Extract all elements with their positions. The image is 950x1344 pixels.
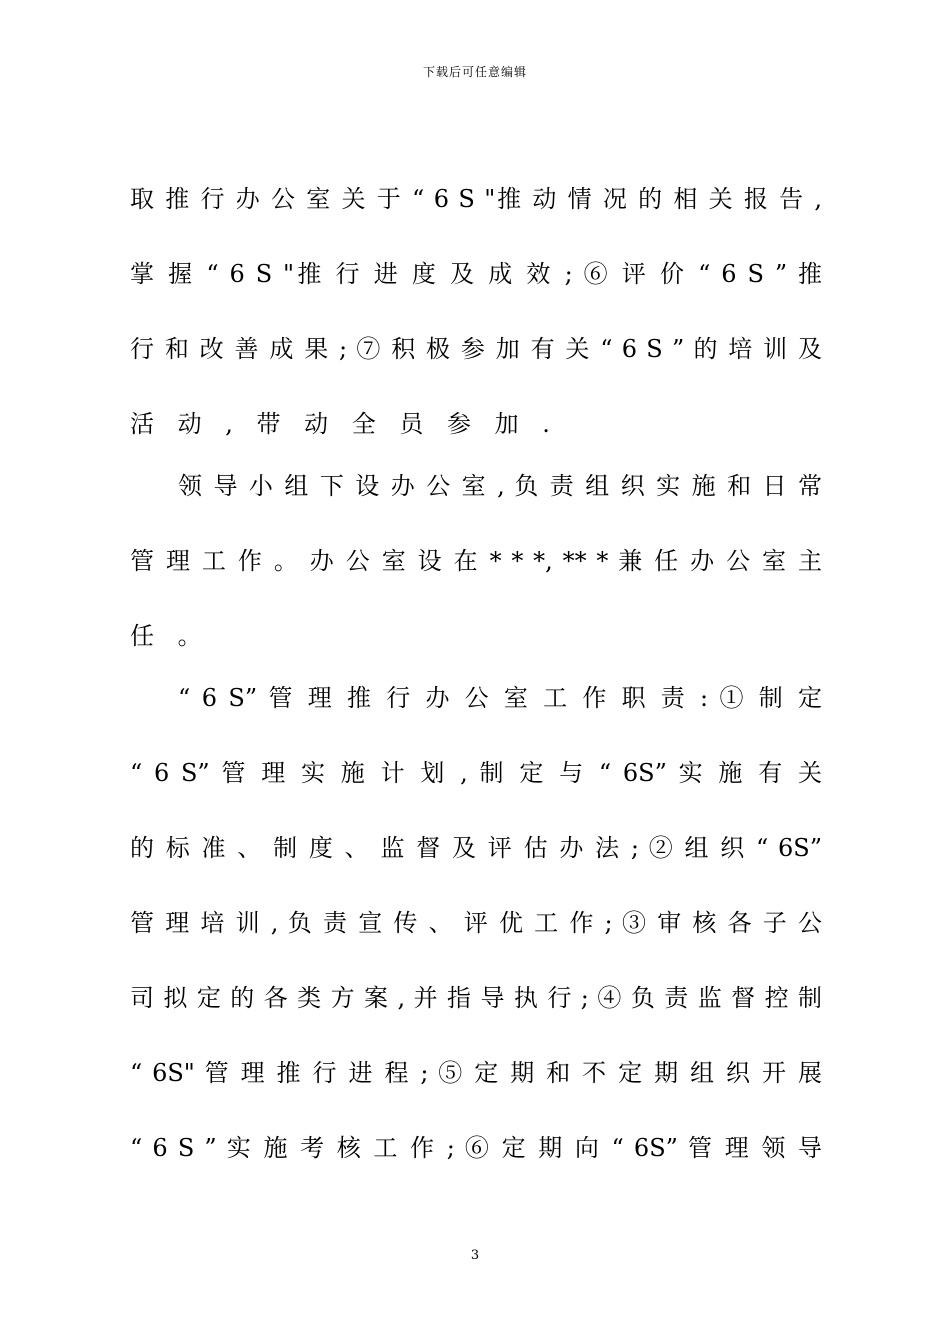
body-line: 活 动 , 带 动 全 员 参 加 . (130, 410, 558, 438)
body-line: 行 和 改 善 成 果 ; ⑦ 积 极 参 加 有 关 “ 6 S ” 的 培 训 及 (130, 335, 822, 363)
body-line: 司 拟 定 的 各 类 方 案 , 并 指 导 执 行 ; ④ 负 责 监 督 控 制 (130, 984, 822, 1012)
body-line: 掌 握 “ 6 S "推 行 进 度 及 成 效 ; ⑥ 评 价 “ 6 S ” 推 (130, 260, 822, 288)
body-line: 取 推 行 办 公 室 关 于 “ 6 S "推 动 情 况 的 相 关 报 告 , (130, 185, 822, 213)
body-line: 管 理 培 训 , 负 责 宣 传 、 评 优 工 作 ; ③ 审 核 各 子 公 (130, 909, 822, 937)
paragraph-first-line: “ 6 S” 管 理 推 行 办 公 室 工 作 职 责 : ① 制 定 (178, 684, 822, 712)
page-number: 3 (470, 1248, 480, 1263)
body-line: 的 标 准 、 制 度 、 监 督 及 评 估 办 法 ; ② 组 织 “ 6S” (130, 834, 822, 862)
body-line: “ 6 S ” 实 施 考 核 工 作 ; ⑥ 定 期 向 “ 6S” 管 理 领 导 (130, 1134, 822, 1162)
page-header: 下载后可任意编辑 (422, 65, 527, 79)
body-line: 管 理 工 作 。 办 公 室 设 在 * * *, ** * 兼 任 办 公 室 主 (130, 547, 822, 575)
body-line: 任 。 (130, 622, 210, 650)
body-line: “ 6 S” 管 理 实 施 计 划 , 制 定 与 “ 6S” 实 施 有 关 (130, 759, 822, 787)
body-line: “ 6S" 管 理 推 行 进 程 ; ⑤ 定 期 和 不 定 期 组 织 开 展 (130, 1059, 822, 1087)
paragraph-first-line: 领 导 小 组 下 设 办 公 室 , 负 责 组 织 实 施 和 日 常 (178, 472, 822, 500)
